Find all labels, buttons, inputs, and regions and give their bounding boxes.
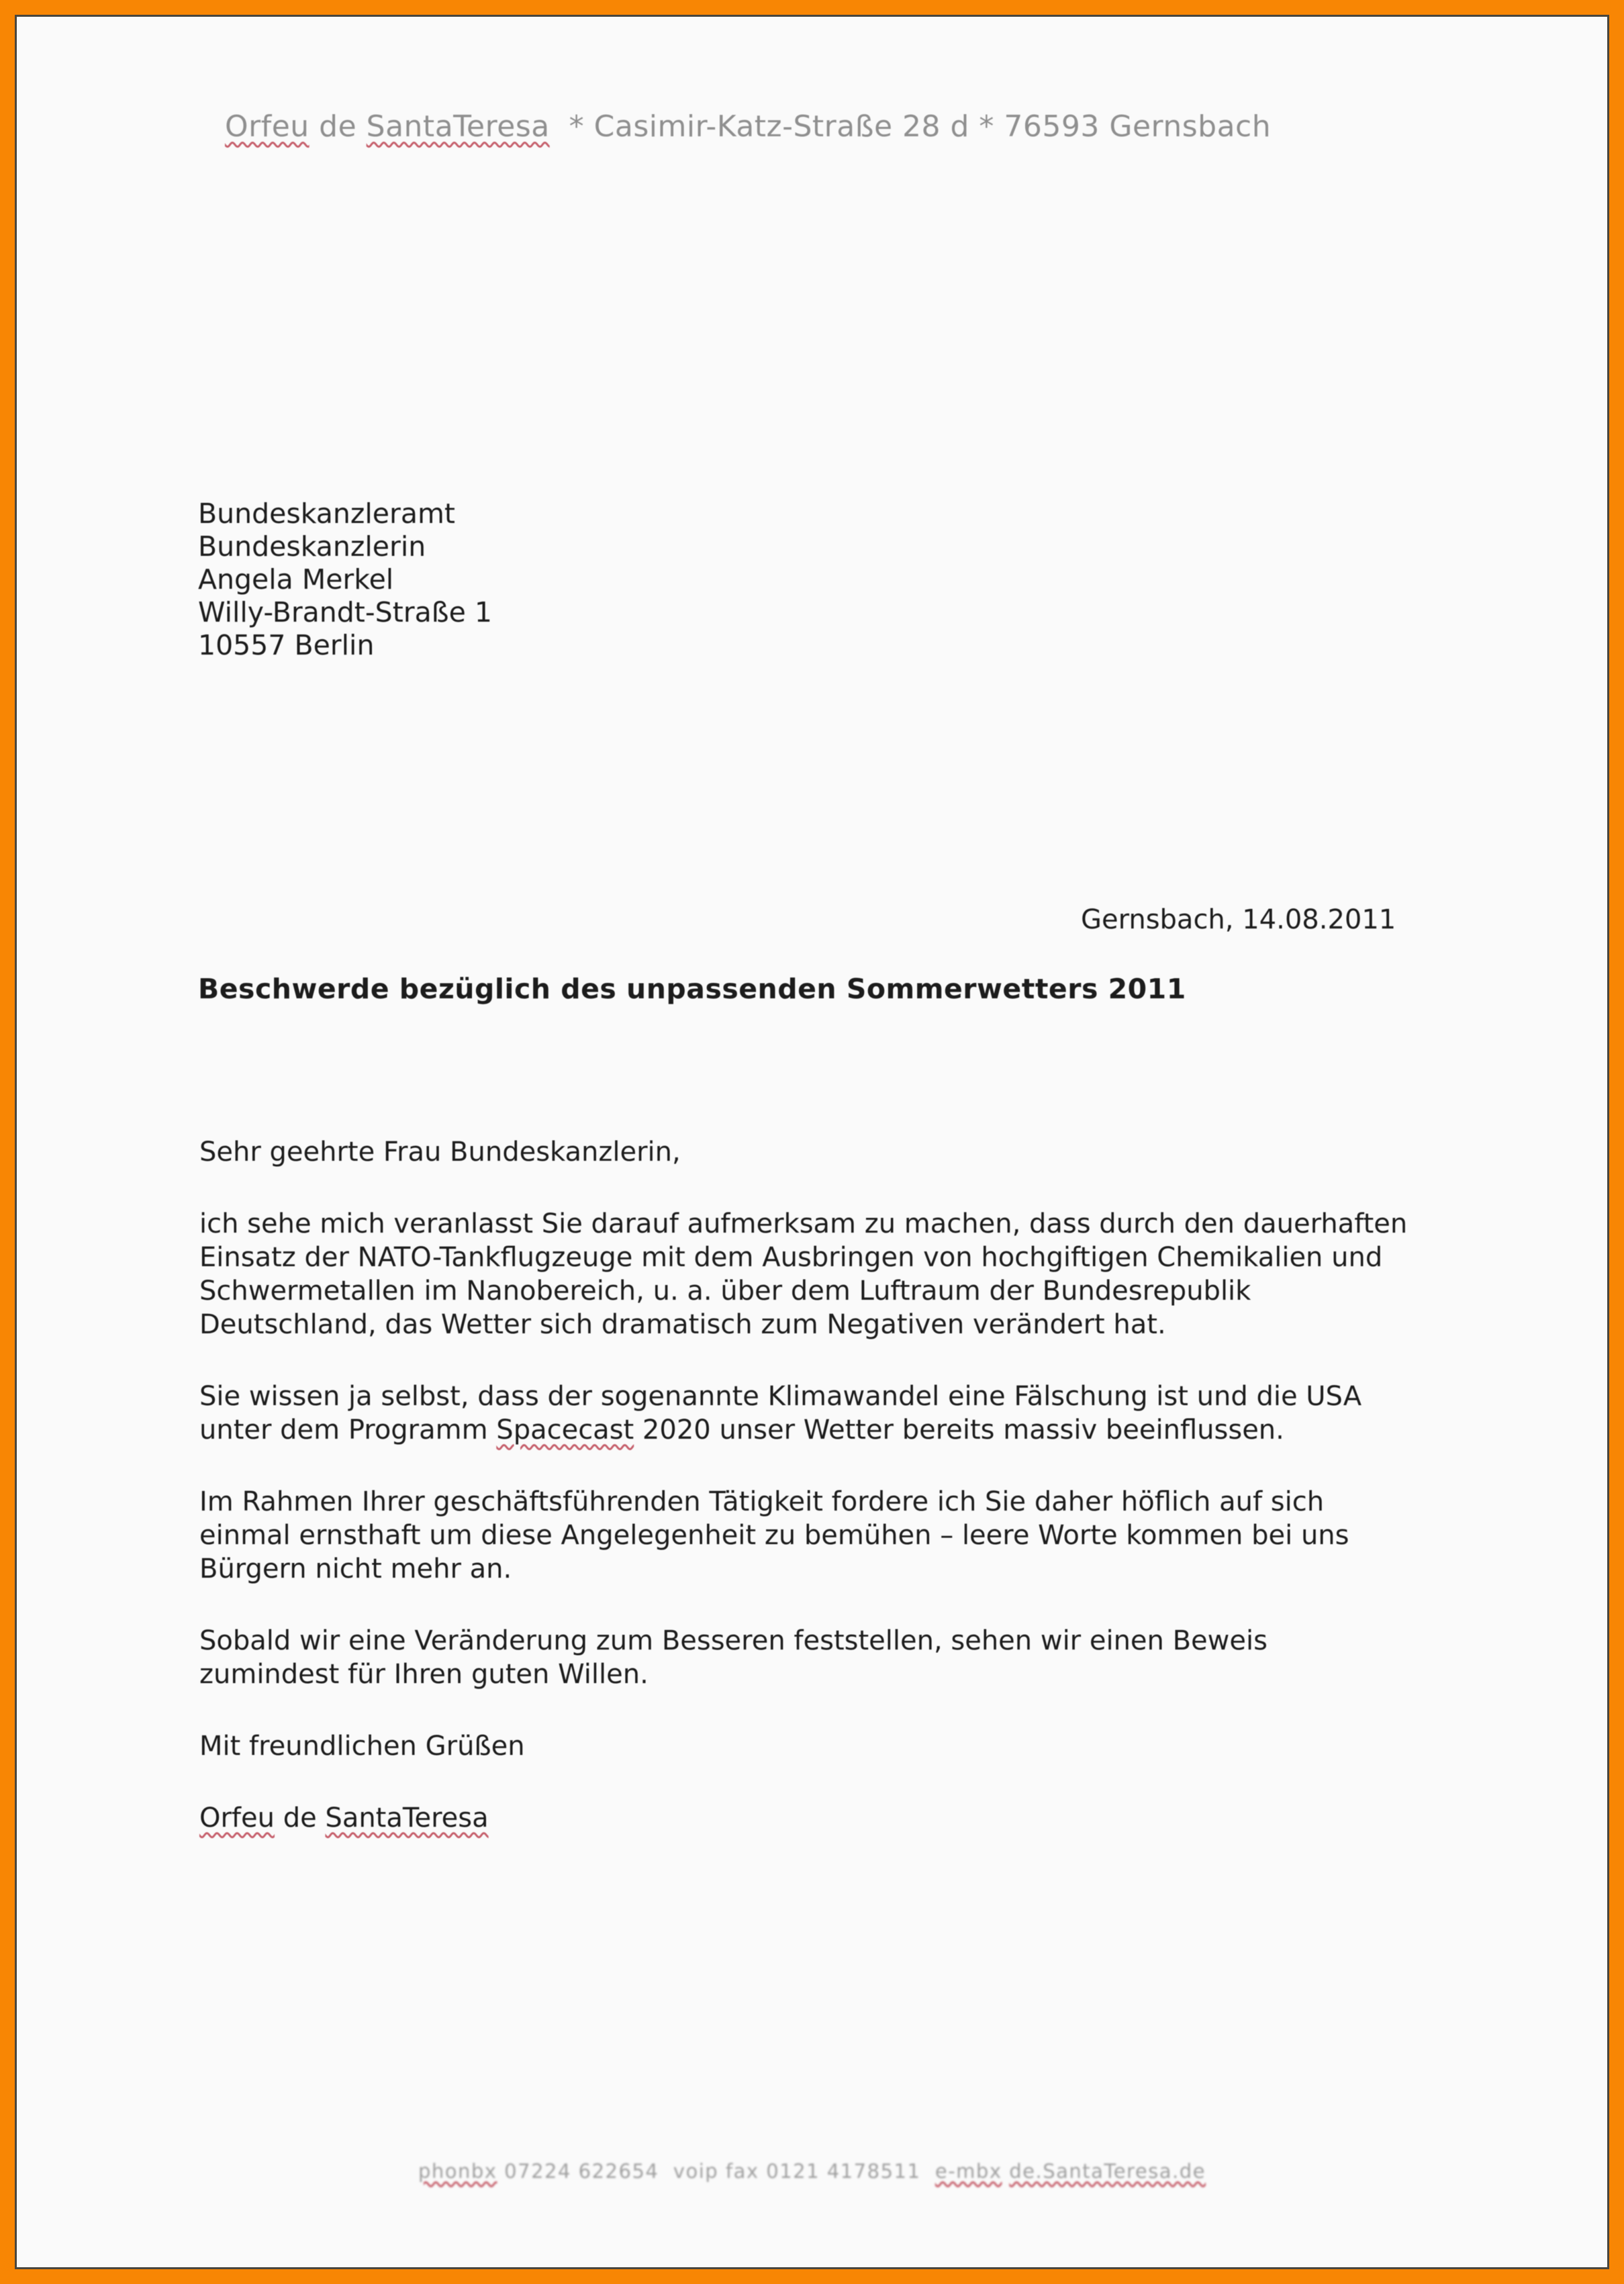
paragraph-1-line: Schwermetallen im Nanobereich, u. a. über dem Luftraum der Bundesrepublik bbox=[199, 1276, 1251, 1306]
letter-page bbox=[15, 15, 1609, 2269]
sender-last-name: SantaTeresa bbox=[366, 109, 550, 144]
sender-name-separator: de bbox=[309, 109, 367, 144]
sender-first-name: Orfeu bbox=[225, 109, 309, 144]
recipient-address bbox=[198, 497, 492, 662]
signature-line bbox=[199, 1801, 1515, 1835]
footer-contact-line bbox=[17, 2160, 1607, 2183]
recipient-line-street: Willy-Brandt-Straße 1 bbox=[198, 596, 492, 628]
letter-content bbox=[17, 17, 1607, 2267]
paragraph-3-line: einmal ernsthaft um diese Angelegenheit zu bemühen – leere Worte kommen bei uns bbox=[199, 1520, 1349, 1551]
signature-last-name: SantaTeresa bbox=[325, 1803, 489, 1834]
paragraph-2-line bbox=[199, 1413, 1515, 1447]
paragraph-1-line: Deutschland, das Wetter sich dramatisch zum Negativen verändert hat. bbox=[199, 1309, 1166, 1340]
letter-body bbox=[199, 1135, 1515, 1873]
date-line: Gernsbach, 14.08.2011 bbox=[1081, 904, 1396, 935]
paragraph-3 bbox=[199, 1485, 1515, 1586]
footer-phone-numbers: 07224 622654 voip fax 0121 4178511 bbox=[497, 2160, 935, 2183]
paragraph-1-line: Einsatz der NATO-Tankflugzeuge mit dem Ausbringen von hochgiftigen Chemikalien und bbox=[199, 1242, 1383, 1273]
signature-first-name: Orfeu bbox=[199, 1803, 275, 1834]
closing-line: Mit freundlichen Grüßen bbox=[199, 1731, 525, 1762]
recipient-line-city: 10557 Berlin bbox=[198, 629, 375, 661]
paragraph-3-line: Bürgern nicht mehr an. bbox=[199, 1554, 512, 1584]
sender-line bbox=[225, 109, 1271, 144]
paragraph-4-line: Sobald wir eine Veränderung zum Besseren feststellen, sehen wir einen Beweis bbox=[199, 1625, 1268, 1656]
paragraph-2-line2-pre: unter dem Programm bbox=[199, 1415, 497, 1445]
paragraph-1 bbox=[199, 1207, 1515, 1341]
sender-address: * Casimir-Katz-Straße 28 d * 76593 Gernsbach bbox=[549, 109, 1272, 144]
recipient-line-name: Angela Merkel bbox=[198, 563, 394, 596]
paragraph-2 bbox=[199, 1380, 1515, 1447]
paragraph-2-line: Sie wissen ja selbst, dass der sogenannte Klimawandel eine Fälschung ist und die USA bbox=[199, 1381, 1362, 1412]
footer-email-label: e-mbx bbox=[935, 2160, 1002, 2183]
paragraph-3-line: Im Rahmen Ihrer geschäftsführenden Tätigkeit fordere ich Sie daher höflich auf sich bbox=[199, 1486, 1325, 1517]
signature-separator: de bbox=[274, 1803, 326, 1834]
paragraph-4-line: zumindest für Ihren guten Willen. bbox=[199, 1659, 649, 1690]
subject-line: Beschwerde bezüglich des unpassenden Sommerwetters 2011 bbox=[198, 973, 1186, 1005]
recipient-line-title: Bundeskanzlerin bbox=[198, 530, 426, 563]
recipient-line-institution: Bundeskanzleramt bbox=[198, 497, 455, 530]
paragraph-2-line2-post: 2020 unser Wetter bereits massiv beeinflussen. bbox=[634, 1415, 1284, 1445]
paragraph-4 bbox=[199, 1624, 1515, 1691]
misspelled-word-spacecast: Spacecast bbox=[496, 1415, 634, 1445]
footer-email-domain: de.SantaTeresa.de bbox=[1009, 2160, 1206, 2183]
footer-separator bbox=[1002, 2160, 1010, 2183]
footer-phone-label: phonbx bbox=[418, 2160, 497, 2183]
paragraph-1-line: ich sehe mich veranlasst Sie darauf aufmerksam zu machen, dass durch den dauerhaften bbox=[199, 1208, 1408, 1239]
salutation: Sehr geehrte Frau Bundeskanzlerin, bbox=[199, 1137, 681, 1168]
